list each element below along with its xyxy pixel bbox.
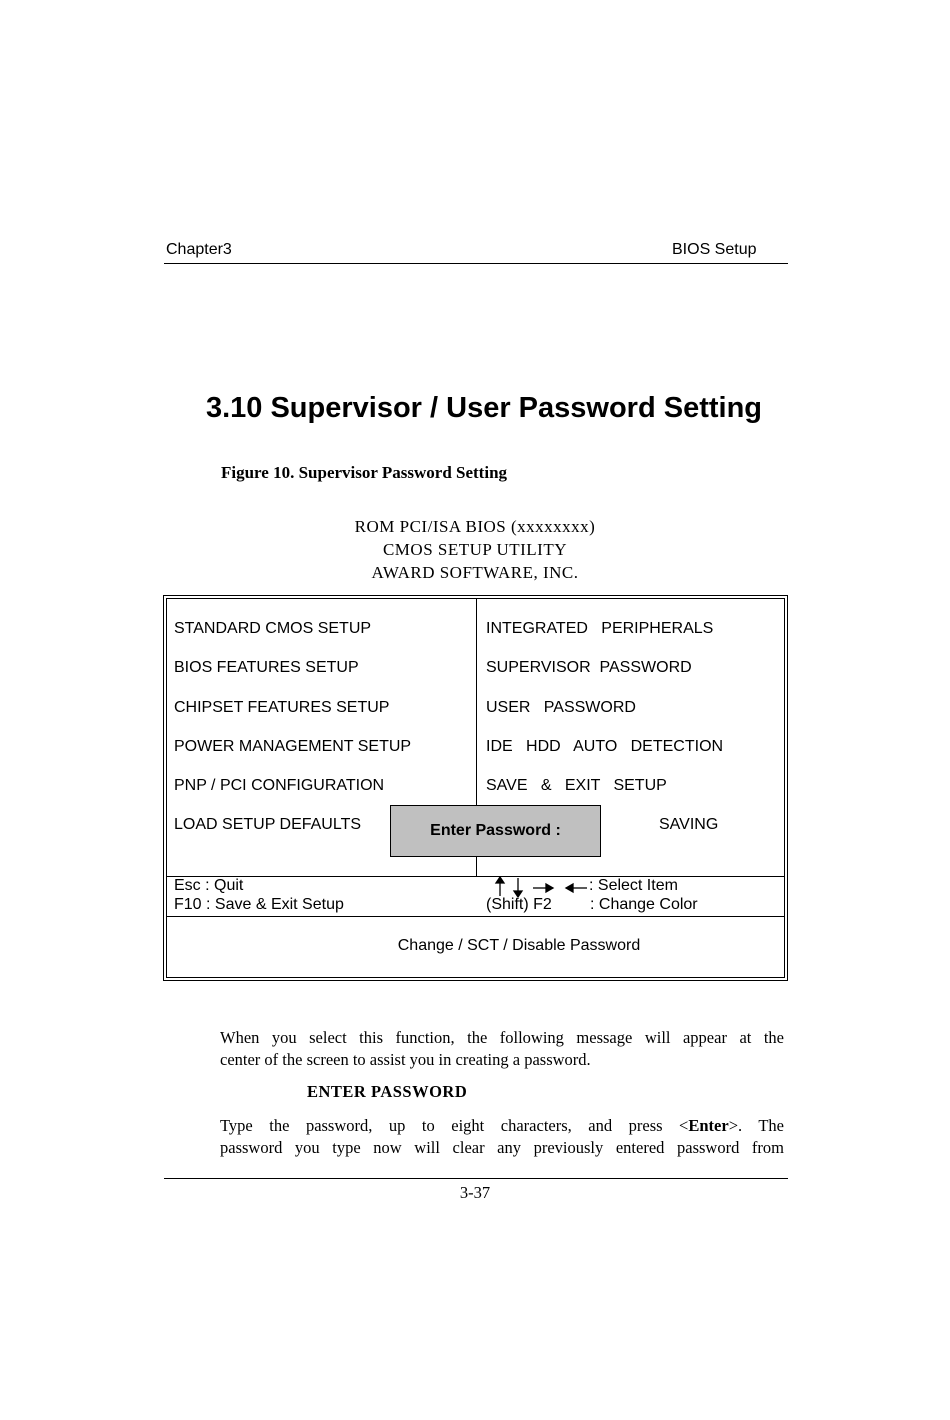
change-color-hint: : Change Color (590, 896, 698, 913)
section-label: BIOS Setup (672, 241, 757, 258)
keys-divider (166, 876, 785, 877)
body-paragraph-line: When you select this function, the following message will appear at the (220, 1028, 784, 1047)
menu-item-ide-hdd-detection[interactable]: IDE HDD AUTO DETECTION (486, 738, 724, 755)
footer-rule (164, 1178, 788, 1179)
enter-password-heading: ENTER PASSWORD (307, 1082, 468, 1101)
page-number: 3-37 (459, 1183, 491, 1202)
status-line: Change / SCT / Disable Password (397, 937, 641, 954)
bios-title-line: CMOS SETUP UTILITY (382, 540, 568, 559)
shift-f2-hint: (Shift) F2 (486, 896, 552, 913)
menu-item-pnp-pci[interactable]: PNP / PCI CONFIGURATION (174, 777, 385, 794)
enter-password-prompt: Enter Password : (430, 822, 561, 839)
body-paragraph-line: password you type now will clear any previously entered password from (220, 1138, 784, 1157)
body-paragraph-line (220, 1115, 784, 1138)
section-title: 3.10 Supervisor / User Password Setting (205, 392, 763, 424)
f10-save-exit-hint: F10 : Save & Exit Setup (174, 896, 344, 913)
bios-title-line: ROM PCI/ISA BIOS (xxxxxxxx) (354, 517, 596, 536)
chapter-label: Chapter3 (166, 241, 232, 258)
menu-item-chipset-features[interactable]: CHIPSET FEATURES SETUP (174, 699, 390, 716)
menu-item-bios-features[interactable]: BIOS FEATURES SETUP (174, 659, 359, 676)
figure-caption: Figure 10. Supervisor Password Setting (221, 463, 508, 482)
header-rule (164, 263, 788, 264)
para-text: Type the password, up to eight characters, and press < (220, 1116, 689, 1135)
menu-item-user-password[interactable]: USER PASSWORD (486, 699, 636, 716)
menu-item-save-exit[interactable]: SAVE & EXIT SETUP (486, 777, 667, 794)
menu-item-load-defaults[interactable]: LOAD SETUP DEFAULTS (174, 816, 362, 833)
enter-key-text: Enter (688, 1116, 729, 1135)
enter-password-dialog[interactable] (390, 805, 601, 857)
menu-item-supervisor-password[interactable]: SUPERVISOR PASSWORD (486, 659, 692, 676)
body-paragraph-line: center of the screen to assist you in creating a password. (220, 1050, 591, 1069)
menu-item-exit-without-saving[interactable]: SAVING (659, 816, 719, 833)
menu-item-standard-cmos[interactable]: STANDARD CMOS SETUP (174, 620, 372, 637)
bios-title-line: AWARD SOFTWARE, INC. (371, 563, 579, 582)
menu-item-integrated-peripherals[interactable]: INTEGRATED PERIPHERALS (486, 620, 714, 637)
esc-quit-hint: Esc : Quit (174, 877, 244, 894)
select-item-hint: : Select Item (589, 877, 678, 894)
para-text: >. The (728, 1116, 784, 1135)
arrow-keys-icon (493, 877, 589, 897)
menu-item-power-management[interactable]: POWER MANAGEMENT SETUP (174, 738, 412, 755)
status-divider (166, 916, 785, 917)
